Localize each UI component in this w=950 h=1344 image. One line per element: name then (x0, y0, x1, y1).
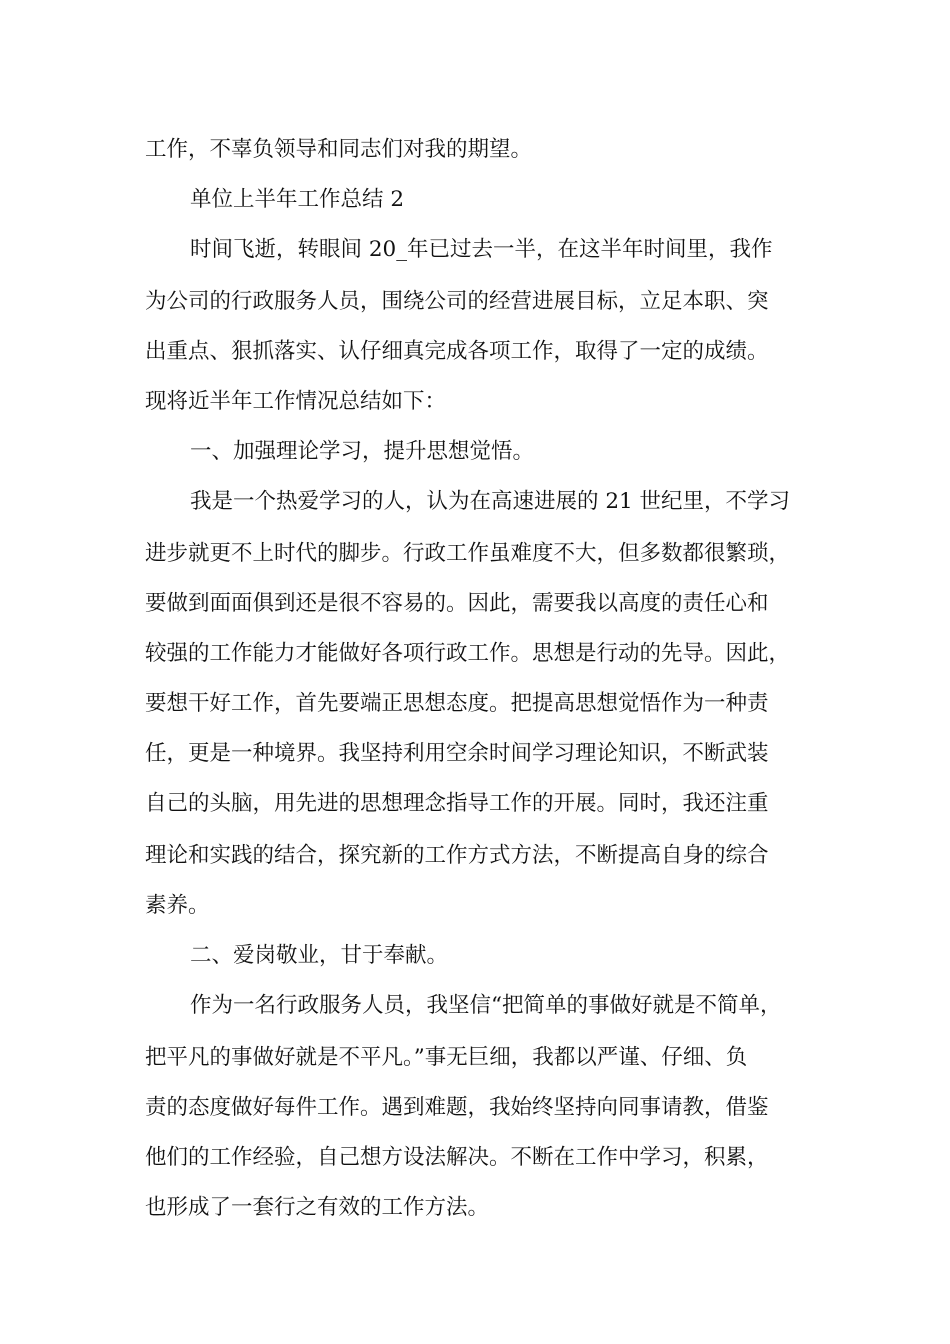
paragraph-line: 把平凡的事做好就是不平凡。”事无巨细，我都以严谨、仔细、负 (145, 1045, 748, 1070)
paragraph-line: 现将近半年工作情况总结如下： (145, 389, 447, 414)
paragraph-line: 要想干好工作，首先要端正思想态度。把提高思想觉悟作为一种责 (145, 691, 769, 716)
paragraph-line: 要做到面面俱到还是很不容易的。因此，需要我以高度的责任心和 (145, 591, 769, 616)
paragraph-line: 责的态度做好每件工作。遇到难题，我始终坚持向同事请教，借鉴 (145, 1095, 769, 1120)
subsection-heading: 一、加强理论学习，提升思想觉悟。 (190, 439, 535, 464)
paragraph-line: 素养。 (145, 893, 210, 918)
paragraph-continuation-line: 工作，不辜负领导和同志们对我的期望。 (145, 137, 533, 162)
paragraph-line: 时间飞逝，转眼间 20_年已过去一半，在这半年时间里，我作 (190, 237, 773, 262)
paragraph-line: 理论和实践的结合，探究新的工作方式方法，不断提高自身的综合 (145, 843, 769, 868)
paragraph-line: 他们的工作经验，自己想方设法解决。不断在工作中学习，积累， (145, 1145, 769, 1170)
paragraph-line: 任，更是一种境界。我坚持利用空余时间学习理论知识，不断武装 (145, 741, 769, 766)
paragraph-line: 为公司的行政服务人员，围绕公司的经营进展目标，立足本职、突 (145, 289, 769, 314)
paragraph-line: 较强的工作能力才能做好各项行政工作。思想是行动的先导。因此， (145, 641, 791, 666)
paragraph-line: 进步就更不上时代的脚步。行政工作虽难度不大，但多数都很繁琐， (145, 541, 791, 566)
section-heading: 单位上半年工作总结 2 (190, 187, 405, 212)
paragraph-line: 作为一名行政服务人员，我坚信“把简单的事做好就是不简单， (190, 993, 782, 1018)
paragraph-line: 出重点、狠抓落实、认仔细真完成各项工作，取得了一定的成绩。 (145, 339, 769, 364)
paragraph-line: 我是一个热爱学习的人，认为在高速进展的 21 世纪里，不学习 (190, 489, 791, 514)
paragraph-line: 也形成了一套行之有效的工作方法。 (145, 1195, 490, 1220)
subsection-heading: 二、爱岗敬业，甘于奉献。 (190, 943, 449, 968)
paragraph-line: 自己的头脑，用先进的思想理念指导工作的开展。同时，我还注重 (145, 791, 769, 816)
